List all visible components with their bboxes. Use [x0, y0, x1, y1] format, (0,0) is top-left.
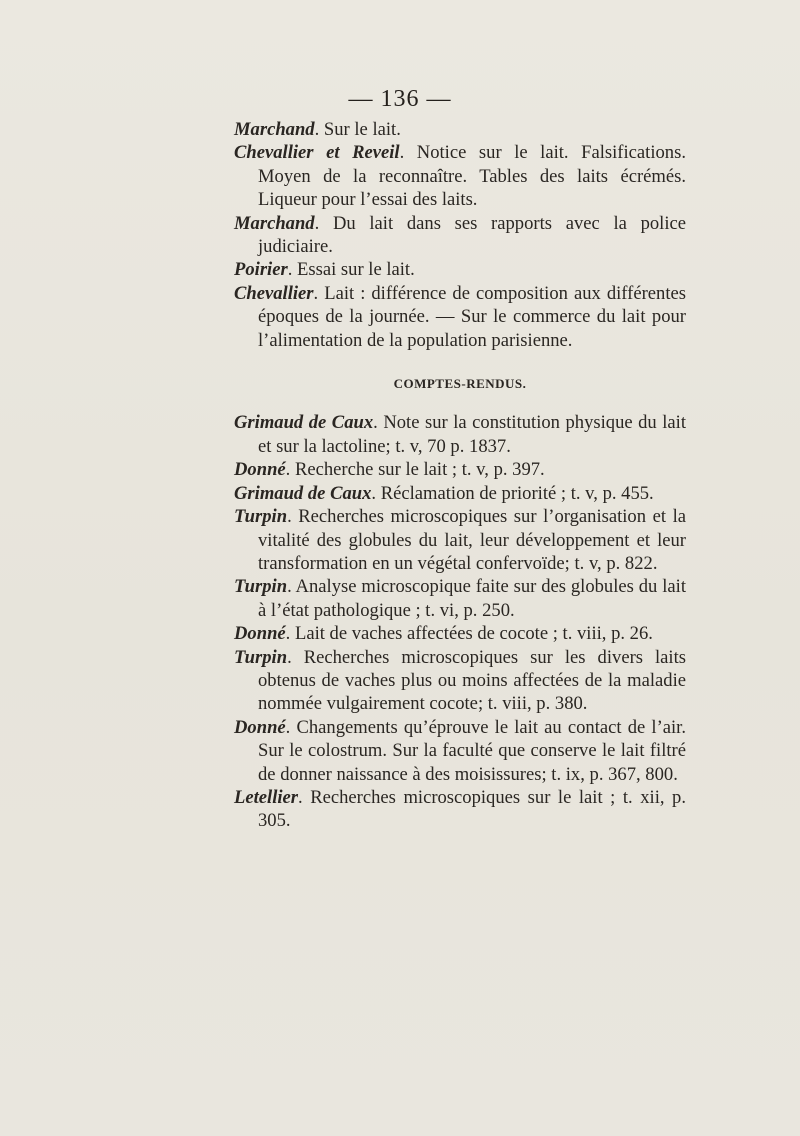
entry-author: Turpin: [234, 506, 288, 528]
section-heading: COMPTES-RENDUS.: [393, 376, 527, 392]
entry-author: Chevallier et Reveil: [234, 142, 400, 164]
entry-author: Donné: [234, 623, 286, 645]
bibliography-entry: [234, 622, 686, 645]
entry-text: . Lait : différence de composition aux différentes époques de la journée. — Sur le commerce du lait pour l’alimentation de la population parisienne.: [258, 282, 686, 351]
entry-text: . Analyse microscopique faite sur des globules du lait à l’état pathologique ; t. vi, p. 250.: [258, 576, 686, 621]
entry-author: Marchand: [234, 212, 315, 234]
bibliography-entry: [234, 646, 686, 716]
entry-author: Donné: [234, 459, 286, 481]
bibliography-content: [234, 118, 686, 833]
entry-author: Grimaud de Caux: [234, 412, 374, 434]
bibliography-entry: [234, 282, 686, 352]
entry-text: . Lait de vaches affectées de cocote ; t. viii, p. 26.: [285, 623, 653, 645]
entry-text: . Réclamation de priorité ; t. v, p. 455.: [371, 482, 654, 504]
bibliography-entry: [234, 212, 686, 259]
entry-author: Turpin: [234, 576, 288, 598]
entry-author: Marchand: [234, 119, 315, 140]
bibliography-entry: [234, 258, 686, 281]
bibliography-entry: [234, 482, 686, 505]
entry-author: Poirier: [234, 259, 288, 281]
bibliography-entry: [234, 716, 686, 786]
entry-author: Donné: [234, 716, 286, 738]
bibliography-entry: [234, 505, 686, 575]
entry-text: . Recherche sur le lait ; t. v, p. 397.: [285, 459, 545, 481]
bibliography-entry: [234, 411, 686, 458]
bibliography-entry: [234, 575, 686, 622]
entry-text: . Note sur la constitution physique du lait et sur la lactoline; t. v, 70 p. 1837.: [258, 412, 686, 457]
entry-text: . Sur le lait.: [314, 119, 401, 140]
entry-text: . Essai sur le lait.: [287, 259, 415, 281]
entry-author: Turpin: [234, 646, 288, 668]
entry-text: . Recherches microscopiques sur le lait ; t. xii, p. 305.: [258, 786, 686, 832]
entry-author: Letellier: [234, 786, 299, 808]
entry-text: . Recherches microscopiques sur l’organisation et la vitalité des globules du lait, leur développement et leur transformation en un végétal confervoïde; t. v, p. 822.: [258, 506, 686, 574]
bibliography-entry: [234, 786, 686, 833]
bibliography-entry: [234, 141, 686, 211]
entry-text: . Recherches microscopiques sur les divers laits obtenus de vaches plus ou moins affectées de la maladie nommée vulgairement cocote; t. viii, p. 380.: [258, 646, 686, 715]
entry-author: Chevallier: [234, 282, 314, 304]
bibliography-entry: [234, 458, 686, 481]
entry-text: . Changements qu’éprouve le lait au contact de l’air. Sur le colostrum. Sur la faculté que conserve le lait filtré de donner naissance à des moisissures; t. ix, p. 367, 800.: [258, 716, 686, 785]
entry-text: . Notice sur le lait. Falsifications. Moyen de la reconnaître. Tables des laits écrémés. Liqueur pour l’essai des laits.: [258, 142, 686, 211]
entry-text: . Du lait dans ses rapports avec la police judiciaire.: [258, 212, 686, 258]
bibliography-entry: [234, 118, 686, 141]
entry-author: Grimaud de Caux: [234, 482, 372, 504]
page-number: — 136 —: [348, 86, 452, 112]
